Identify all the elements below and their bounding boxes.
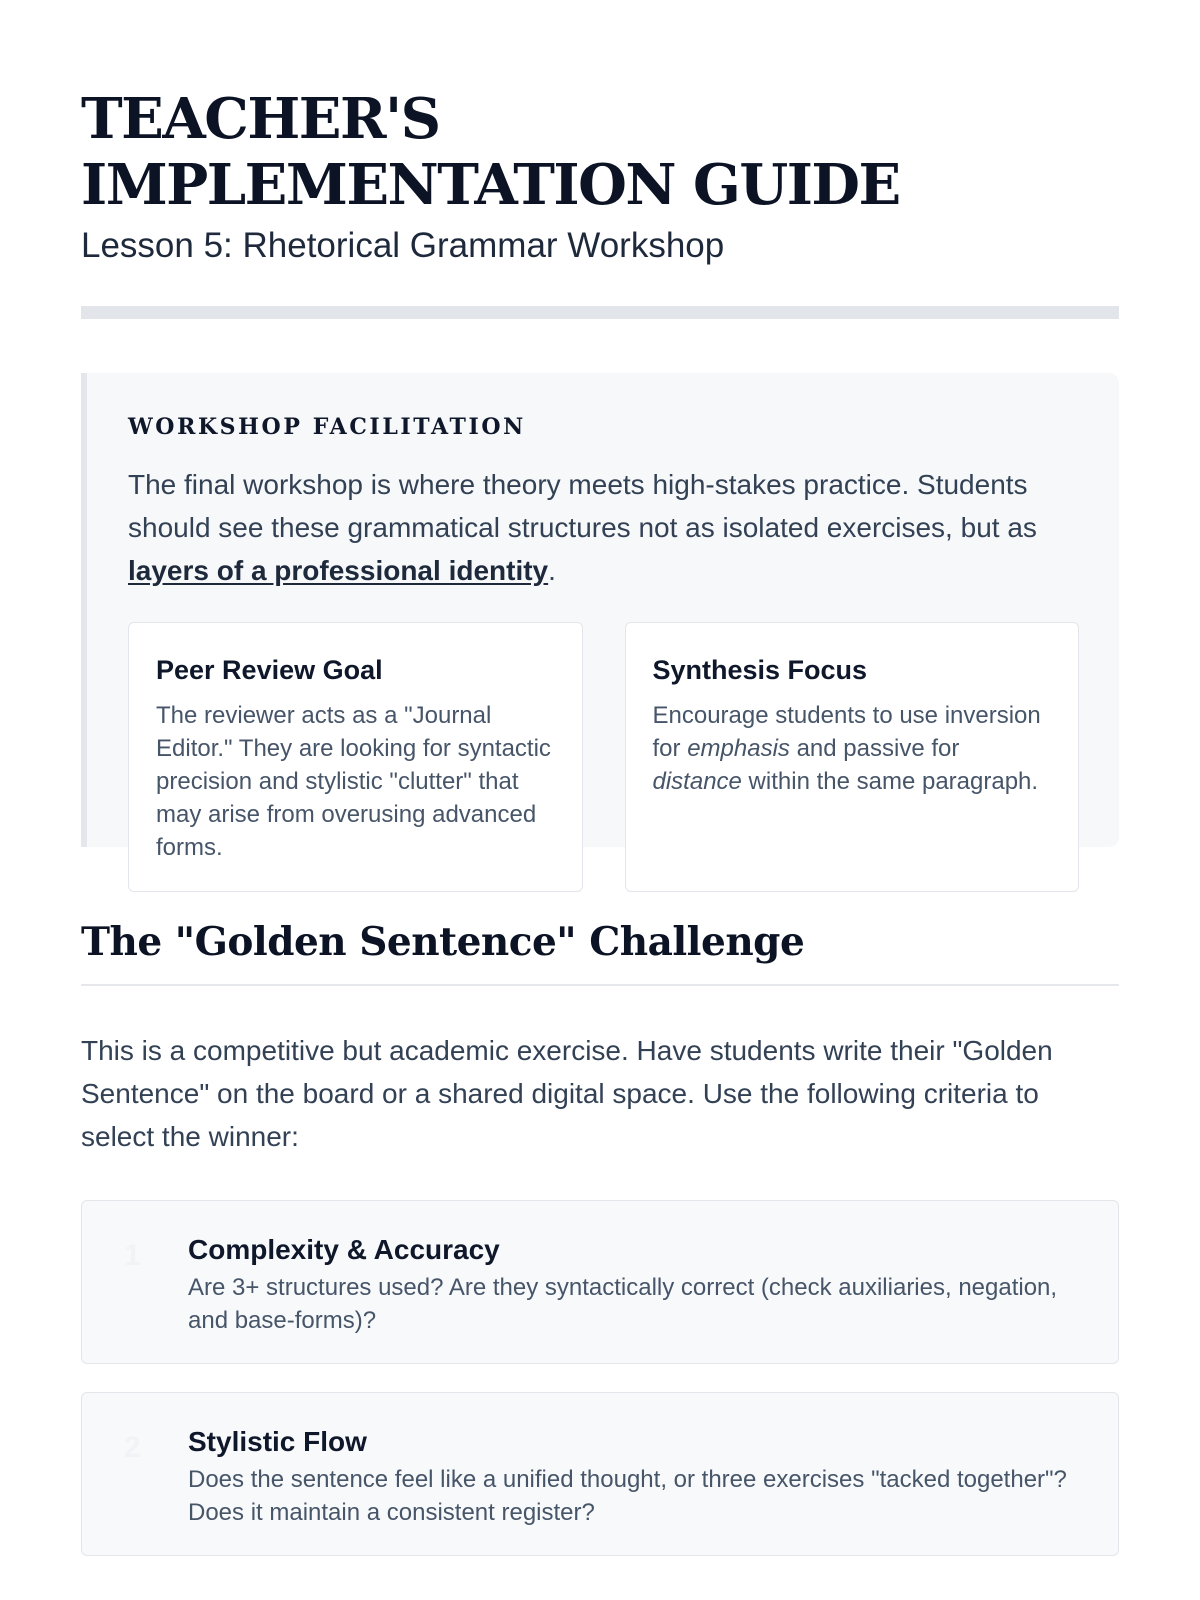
title-line-1: TEACHER'S	[81, 86, 440, 152]
facilitation-text	[128, 463, 1079, 592]
synthesis-emphasis-word: emphasis	[687, 735, 790, 762]
challenge-divider	[81, 984, 1119, 986]
criterion-number: 2	[124, 1431, 141, 1464]
facilitation-cards	[128, 622, 1079, 892]
page-title	[81, 0, 1119, 218]
page-subtitle: Lesson 5: Rhetorical Grammar Workshop	[81, 226, 725, 265]
synthesis-body-part-2: and passive for	[789, 735, 960, 762]
criterion-body: Does the sentence feel like a unified thought, or three exercises "tacked together"? Does it maintain a consistent register?	[188, 1466, 1067, 1526]
synthesis-focus-body	[653, 699, 1052, 798]
facilitation-callout	[81, 373, 1119, 861]
challenge-intro: This is a competitive but academic exercise. Have students write their "Golden Sentence" on the board or a shared digital space. Use the following criteria to select the winner:	[81, 1035, 1053, 1152]
synthesis-focus-card	[625, 622, 1080, 892]
peer-review-card	[128, 622, 583, 892]
peer-review-title: Peer Review Goal	[156, 655, 383, 685]
synthesis-body-part-3: within the same paragraph.	[741, 768, 1039, 795]
criterion-item	[81, 1392, 1119, 1556]
facilitation-text-after: .	[548, 555, 556, 586]
facilitation-label: WORKSHOP FACILITATION	[128, 414, 526, 440]
criterion-number: 1	[124, 1239, 141, 1272]
synthesis-distance-word: distance	[652, 768, 742, 795]
criterion-title: Stylistic Flow	[188, 1426, 367, 1457]
criterion-body: Are 3+ structures used? Are they syntactically correct (check auxiliaries, negation, and base-forms)?	[188, 1274, 1058, 1334]
synthesis-body-part-1: Encourage students to use inversion for	[652, 702, 1041, 762]
criterion-content	[188, 1233, 1088, 1337]
criterion-item	[81, 1200, 1119, 1364]
challenge-title: The "Golden Sentence" Challenge	[81, 919, 805, 965]
synthesis-focus-title: Synthesis Focus	[652, 655, 868, 685]
header-divider	[81, 306, 1119, 319]
peer-review-body: The reviewer acts as a "Journal Editor." They are looking for syntactic precision and stylistic "clutter" that may arise from overusing advanced forms.	[156, 702, 551, 861]
professional-identity-emphasis: layers of a professional identity	[128, 555, 549, 586]
title-line-2: IMPLEMENTATION GUIDE	[81, 152, 900, 218]
facilitation-text-before: The final workshop is where theory meets high-stakes practice. Students should see these grammatical structures not as isolated exercises, but as	[128, 469, 1037, 543]
criterion-content	[188, 1425, 1088, 1529]
criterion-title: Complexity & Accuracy	[188, 1234, 500, 1265]
